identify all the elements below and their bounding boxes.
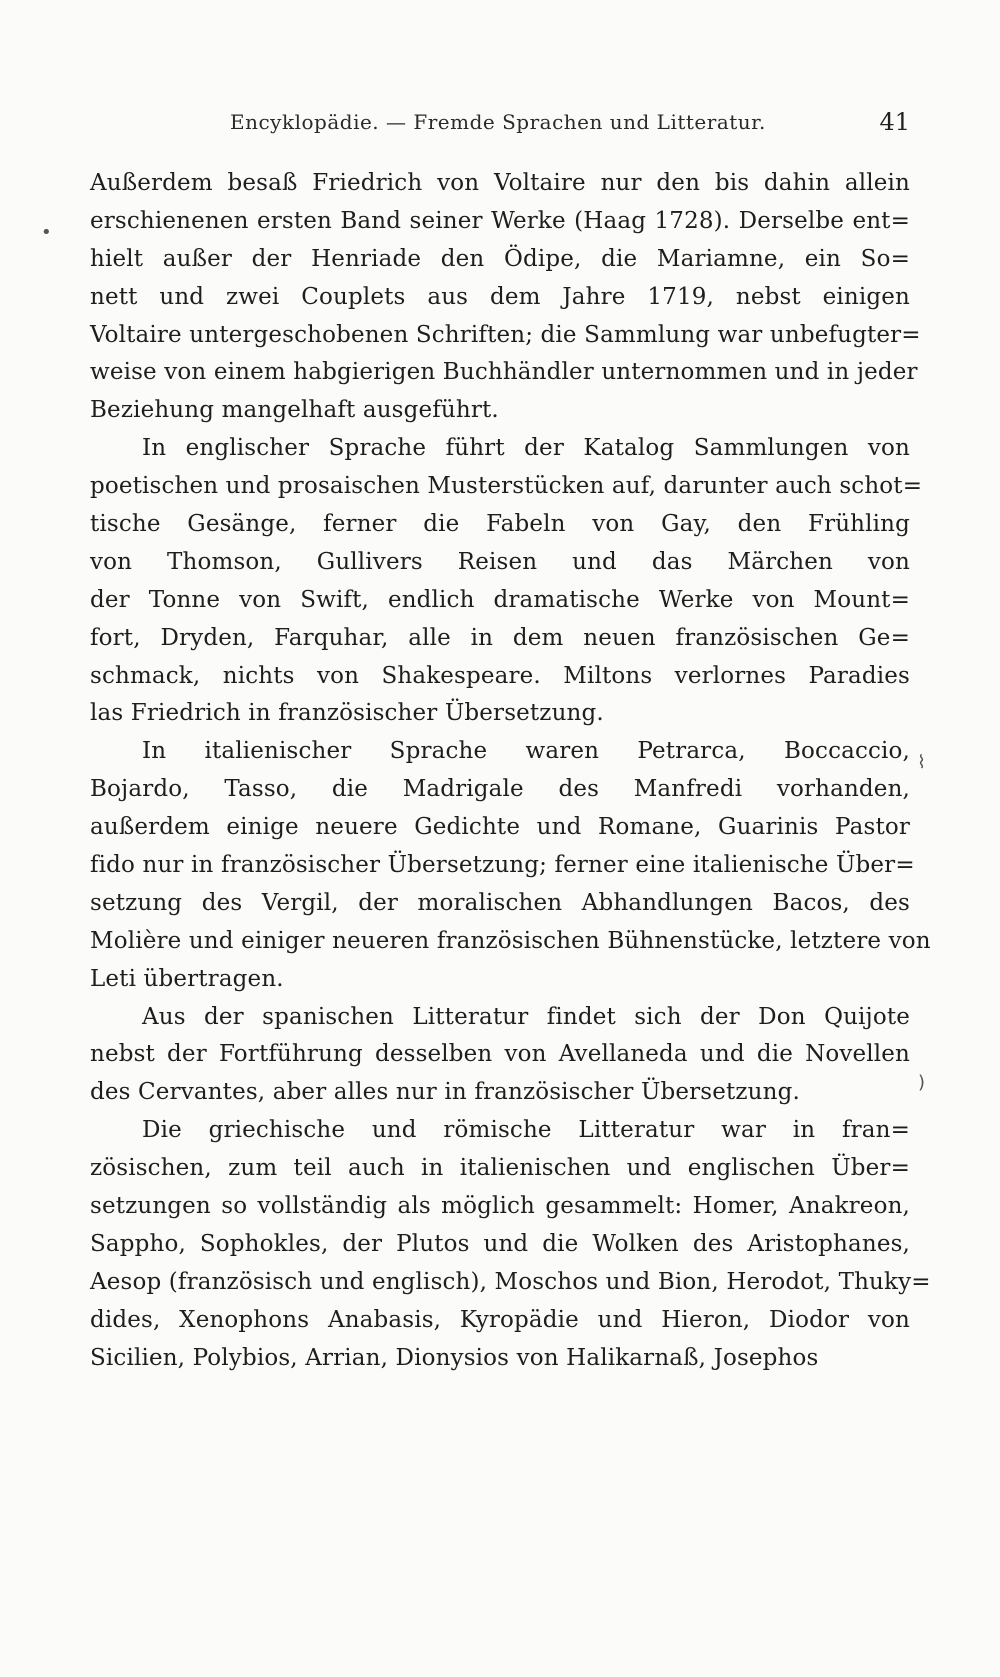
body-text bbox=[90, 165, 931, 1378]
text-line: setzung des Vergil, der moralischen Abhandlungen Bacos, des bbox=[90, 889, 910, 916]
text-line: schmack, nichts von Shakespeare. Miltons verlornes Paradies bbox=[90, 662, 910, 689]
text-line: fort, Dryden, Farquhar, alle in dem neuen französischen Ge= bbox=[90, 624, 910, 651]
text-line: las Friedrich in französischer Übersetzung. bbox=[90, 700, 604, 727]
margin-paren-mark: ) bbox=[918, 1072, 926, 1093]
text-line: Aesop (französisch und englisch), Moschos und Bion, Herodot, Thuky= bbox=[90, 1268, 931, 1295]
text-line: Aus der spanischen Litteratur findet sich der Don Quijote bbox=[142, 1003, 910, 1030]
text-line: nett und zwei Couplets aus dem Jahre 1719, nebst einigen bbox=[90, 283, 910, 310]
text-line: In italienischer Sprache waren Petrarca, Boccaccio, bbox=[142, 738, 910, 765]
text-line: zösischen, zum teil auch in italienischen und englischen Über= bbox=[90, 1155, 910, 1182]
text-line: poetischen und prosaischen Musterstücken auf, darunter auch schot= bbox=[90, 473, 923, 500]
running-header bbox=[90, 108, 910, 142]
text-line: außerdem einige neuere Gedichte und Romane, Guarinis Pastor bbox=[90, 814, 910, 841]
text-line: In englischer Sprache führt der Katalog Sammlungen von bbox=[142, 435, 910, 462]
text-line: Leti übertragen. bbox=[90, 965, 284, 992]
text-line: weise von einem habgierigen Buchhändler unternommen und in jeder bbox=[90, 359, 918, 386]
text-line: der Tonne von Swift, endlich dramatische Werke von Mount= bbox=[90, 586, 910, 613]
text-line: Außerdem besaß Friedrich von Voltaire nur den bis dahin allein bbox=[90, 170, 910, 196]
text-line: Bojardo, Tasso, die Madrigale des Manfredi vorhanden, bbox=[90, 776, 910, 803]
text-line: des Cervantes, aber alles nur in französischer Übersetzung. bbox=[90, 1079, 800, 1106]
text-line: fido nur in französischer Übersetzung; ferner eine italienische Über= bbox=[90, 852, 915, 879]
paragraph bbox=[90, 1112, 931, 1377]
text-line: hielt außer der Henriade den Ödipe, die Mariamne, ein So= bbox=[90, 245, 910, 272]
paragraph bbox=[90, 165, 921, 430]
running-title: Encyklopädie. — Fremde Sprachen und Litteratur. bbox=[230, 110, 766, 134]
paragraph bbox=[90, 999, 910, 1113]
text-line: erschienenen ersten Band seiner Werke (Haag 1728). Derselbe ent= bbox=[90, 207, 910, 234]
text-line: tische Gesänge, ferner die Fabeln von Gay, den Frühling bbox=[90, 511, 910, 538]
text-line: nebst der Fortführung desselben von Avellaneda und die Novellen bbox=[90, 1041, 910, 1068]
margin-dot-mark: • bbox=[41, 222, 52, 243]
text-line: Sicilien, Polybios, Arrian, Dionysios von Halikarnaß, Josephos bbox=[90, 1344, 819, 1371]
text-line: setzungen so vollständig als möglich gesammelt: Homer, Anakreon, bbox=[90, 1193, 910, 1220]
text-line: Sappho, Sophokles, der Plutos und die Wolken des Aristophanes, bbox=[90, 1230, 910, 1257]
text-line: Molière und einiger neueren französischen Bühnenstücke, letztere von bbox=[90, 927, 931, 954]
text-line: Beziehung mangelhaft ausgeführt. bbox=[90, 397, 499, 424]
paragraph bbox=[90, 430, 923, 733]
text-line: Die griechische und römische Litteratur war in fran= bbox=[142, 1117, 910, 1144]
text-line: von Thomson, Gullivers Reisen und das Märchen von bbox=[90, 548, 910, 575]
margin-stroke-mark: ⌇ bbox=[917, 752, 926, 773]
text-line: Voltaire untergeschobenen Schriften; die Sammlung war unbefugter= bbox=[90, 321, 921, 348]
text-line: dides, Xenophons Anabasis, Kyropädie und Hieron, Diodor von bbox=[90, 1306, 910, 1333]
page-number: 41 bbox=[879, 108, 910, 136]
paragraph bbox=[90, 733, 931, 998]
